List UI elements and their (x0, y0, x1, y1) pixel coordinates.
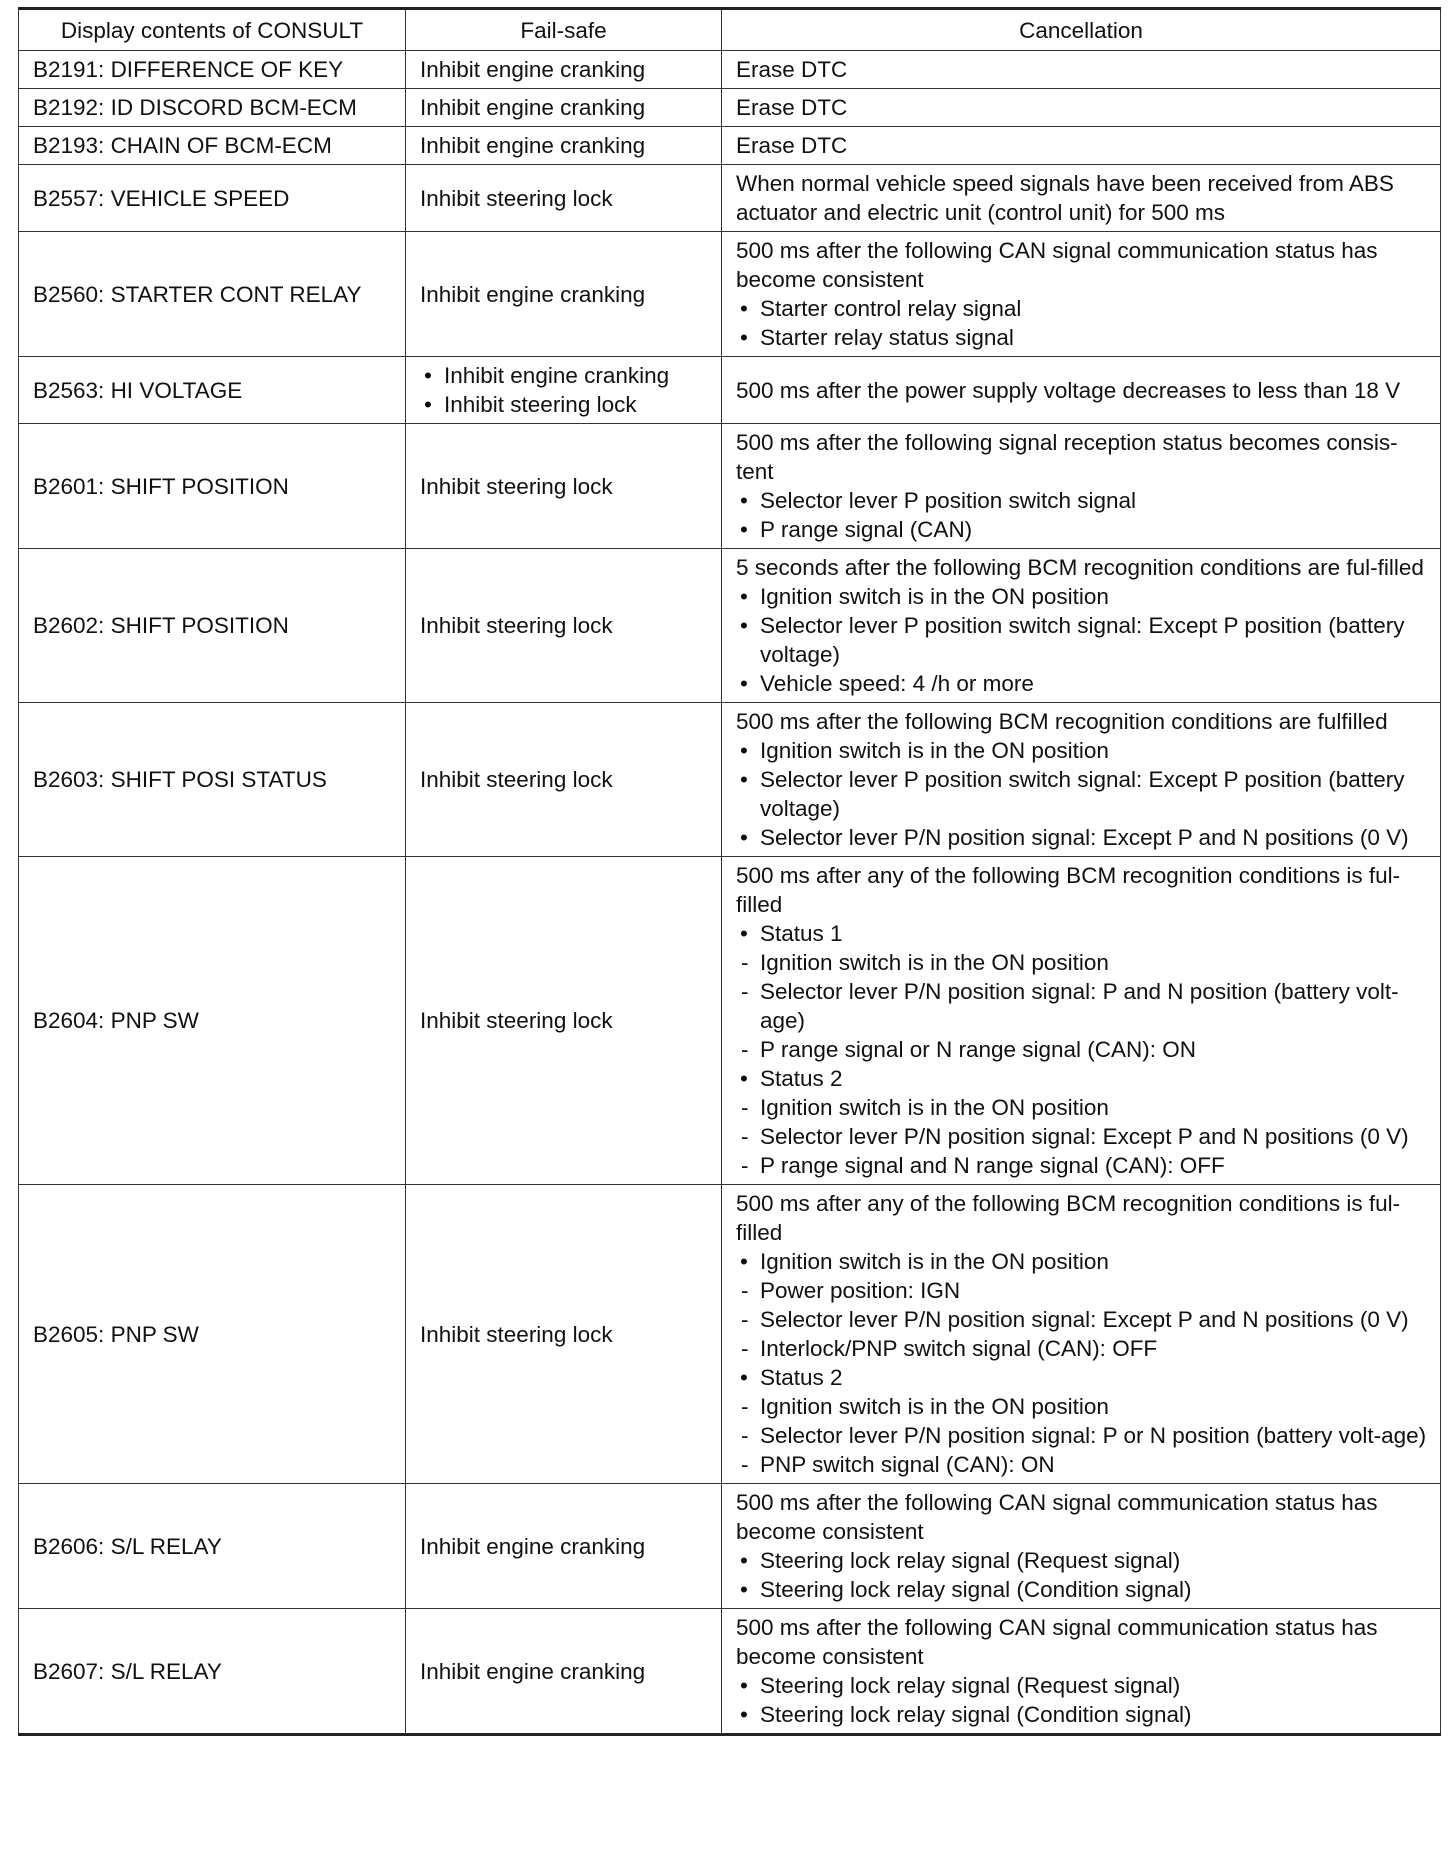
fail-safe-cell (406, 703, 722, 857)
cancellation-text: When normal vehicle speed signals have been received from ABS actuator and electric unit (control unit) for 500 ms (736, 171, 1394, 225)
condition-item: • Selector lever P position switch signal: Except P position (battery voltage) (736, 765, 1432, 823)
display-contents-cell: B2560: STARTER CONT RELAY (19, 232, 406, 357)
condition-item: • Starter control relay signal (736, 294, 1432, 323)
header-display-contents: Display contents of CONSULT (19, 9, 406, 51)
fail-safe-item: • Inhibit engine cranking (420, 361, 707, 390)
condition-item: • Status 2 (736, 1363, 1432, 1392)
fail-safe-text: Inhibit steering lock (420, 1008, 613, 1033)
fail-safe-cell (406, 51, 722, 89)
cancellation-conditions-list (736, 1546, 1432, 1604)
condition-sub-item: - Selector lever P/N position signal: P or N position (battery volt-age) (736, 1421, 1432, 1450)
condition-sub-item: - Ignition switch is in the ON position (736, 1093, 1432, 1122)
display-contents-cell: B2192: ID DISCORD BCM-ECM (19, 89, 406, 127)
cancellation-cell (722, 357, 1441, 424)
fail-safe-list (420, 361, 707, 419)
condition-sub-item: - PNP switch signal (CAN): ON (736, 1450, 1432, 1479)
condition-item: • Steering lock relay signal (Condition signal) (736, 1700, 1432, 1729)
cancellation-text: Erase DTC (736, 133, 848, 158)
cancellation-cell (722, 1609, 1441, 1735)
cancellation-conditions-list (736, 736, 1432, 852)
cancellation-conditions-list (736, 294, 1432, 352)
header-cancellation: Cancellation (722, 9, 1441, 51)
cancellation-text: 500 ms after any of the following BCM recognition conditions is ful-filled (736, 863, 1401, 917)
cancellation-text: 500 ms after the following CAN signal communication status has become consistent (736, 238, 1378, 292)
cancellation-cell (722, 424, 1441, 549)
cancellation-cell (722, 1484, 1441, 1609)
condition-item: • Starter relay status signal (736, 323, 1432, 352)
table-row (19, 232, 1441, 357)
condition-item: • P range signal (CAN) (736, 515, 1432, 544)
condition-item: • Selector lever P position switch signal: Except P position (battery voltage) (736, 611, 1432, 669)
fail-safe-cell (406, 89, 722, 127)
display-contents-cell: B2557: VEHICLE SPEED (19, 165, 406, 232)
fail-safe-table (18, 7, 1441, 1736)
cancellation-cell (722, 1185, 1441, 1484)
fail-safe-item: • Inhibit steering lock (420, 390, 707, 419)
table-row (19, 51, 1441, 89)
fail-safe-cell (406, 1609, 722, 1735)
display-contents-cell: B2604: PNP SW (19, 857, 406, 1185)
condition-item: • Steering lock relay signal (Request signal) (736, 1546, 1432, 1575)
fail-safe-cell (406, 1185, 722, 1484)
condition-item: • Steering lock relay signal (Request signal) (736, 1671, 1432, 1700)
cancellation-text: 500 ms after the following signal reception status becomes consis-tent (736, 430, 1398, 484)
cancellation-cell (722, 232, 1441, 357)
fail-safe-text: Inhibit steering lock (420, 767, 613, 792)
cancellation-conditions-list (736, 486, 1432, 544)
condition-sub-item: - Ignition switch is in the ON position (736, 948, 1432, 977)
fail-safe-document (18, 7, 1440, 1736)
table-row (19, 1609, 1441, 1735)
table-row (19, 1185, 1441, 1484)
fail-safe-text: Inhibit engine cranking (420, 281, 646, 307)
fail-safe-cell (406, 165, 722, 232)
condition-item: • Selector lever P position switch signal (736, 486, 1432, 515)
fail-safe-text: Inhibit steering lock (420, 185, 613, 211)
condition-item: • Ignition switch is in the ON position (736, 582, 1432, 611)
table-row (19, 1484, 1441, 1609)
display-contents-cell: B2606: S/L RELAY (19, 1484, 406, 1609)
fail-safe-cell (406, 232, 722, 357)
fail-safe-cell (406, 127, 722, 165)
fail-safe-text: Inhibit engine cranking (420, 57, 646, 82)
cancellation-text: 500 ms after the following CAN signal communication status has become consistent (736, 1490, 1378, 1544)
display-contents-cell: B2607: S/L RELAY (19, 1609, 406, 1735)
cancellation-text: 500 ms after any of the following BCM recognition conditions is ful-filled (736, 1191, 1401, 1245)
cancellation-cell (722, 549, 1441, 703)
fail-safe-cell (406, 357, 722, 424)
cancellation-cell (722, 51, 1441, 89)
cancellation-text: 500 ms after the following BCM recognition conditions are fulfilled (736, 709, 1388, 734)
display-contents-cell: B2602: SHIFT POSITION (19, 549, 406, 703)
condition-item: • Status 1 (736, 919, 1432, 948)
cancellation-conditions-list (736, 1247, 1432, 1479)
condition-item: • Ignition switch is in the ON position (736, 736, 1432, 765)
table-row (19, 89, 1441, 127)
condition-item: • Ignition switch is in the ON position (736, 1247, 1432, 1276)
condition-sub-item: - Selector lever P/N position signal: Except P and N positions (0 V) (736, 1305, 1432, 1334)
display-contents-cell: B2603: SHIFT POSI STATUS (19, 703, 406, 857)
fail-safe-text: Inhibit engine cranking (420, 1658, 646, 1684)
condition-item: • Status 2 (736, 1064, 1432, 1093)
cancellation-text: 500 ms after the following CAN signal communication status has become consistent (736, 1615, 1378, 1669)
fail-safe-text: Inhibit engine cranking (420, 95, 646, 120)
fail-safe-cell (406, 857, 722, 1185)
table-body (19, 51, 1441, 1735)
condition-sub-item: - Selector lever P/N position signal: Except P and N positions (0 V) (736, 1122, 1432, 1151)
display-contents-cell: B2191: DIFFERENCE OF KEY (19, 51, 406, 89)
condition-sub-item: - Selector lever P/N position signal: P and N position (battery volt-age) (736, 977, 1432, 1035)
display-contents-cell: B2193: CHAIN OF BCM-ECM (19, 127, 406, 165)
cancellation-cell (722, 703, 1441, 857)
table-row (19, 857, 1441, 1185)
cancellation-cell (722, 857, 1441, 1185)
fail-safe-text: Inhibit steering lock (420, 473, 613, 499)
table-row (19, 549, 1441, 703)
cancellation-cell (722, 89, 1441, 127)
condition-item: • Steering lock relay signal (Condition signal) (736, 1575, 1432, 1604)
fail-safe-text: Inhibit engine cranking (420, 1533, 646, 1559)
condition-item: • Vehicle speed: 4 /h or more (736, 669, 1432, 698)
table-row (19, 357, 1441, 424)
table-row (19, 127, 1441, 165)
cancellation-cell (722, 165, 1441, 232)
header-fail-safe: Fail-safe (406, 9, 722, 51)
table-row (19, 424, 1441, 549)
table-row (19, 165, 1441, 232)
condition-sub-item: - Power position: IGN (736, 1276, 1432, 1305)
table-header (19, 9, 1441, 51)
fail-safe-cell (406, 549, 722, 703)
cancellation-conditions-list (736, 919, 1432, 1180)
header-row (19, 9, 1441, 51)
condition-sub-item: - Interlock/PNP switch signal (CAN): OFF (736, 1334, 1432, 1363)
cancellation-text: Erase DTC (736, 57, 848, 82)
fail-safe-text: Inhibit steering lock (420, 1321, 613, 1347)
cancellation-text: 500 ms after the power supply voltage decreases to less than 18 V (736, 377, 1401, 403)
condition-sub-item: - P range signal and N range signal (CAN): OFF (736, 1151, 1432, 1180)
fail-safe-cell (406, 424, 722, 549)
condition-item: • Selector lever P/N position signal: Except P and N positions (0 V) (736, 823, 1432, 852)
display-contents-cell: B2563: HI VOLTAGE (19, 357, 406, 424)
cancellation-cell (722, 127, 1441, 165)
cancellation-text: 5 seconds after the following BCM recognition conditions are ful-filled (736, 555, 1424, 580)
fail-safe-text: Inhibit steering lock (420, 613, 613, 638)
fail-safe-text: Inhibit engine cranking (420, 133, 646, 158)
cancellation-conditions-list (736, 582, 1432, 698)
display-contents-cell: B2605: PNP SW (19, 1185, 406, 1484)
condition-sub-item: - P range signal or N range signal (CAN): ON (736, 1035, 1432, 1064)
condition-sub-item: - Ignition switch is in the ON position (736, 1392, 1432, 1421)
cancellation-text: Erase DTC (736, 95, 848, 120)
cancellation-conditions-list (736, 1671, 1432, 1729)
fail-safe-cell (406, 1484, 722, 1609)
display-contents-cell: B2601: SHIFT POSITION (19, 424, 406, 549)
table-row (19, 703, 1441, 857)
